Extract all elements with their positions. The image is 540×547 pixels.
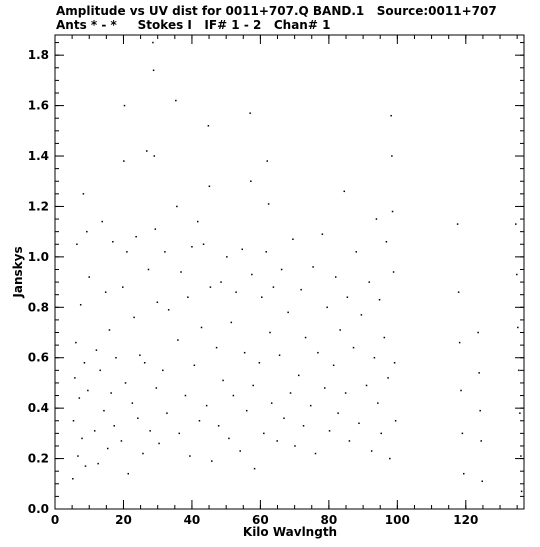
data-point	[326, 307, 328, 309]
data-point	[175, 100, 177, 102]
data-point	[153, 70, 155, 72]
data-point	[220, 281, 222, 283]
y-tick-label: 1.6	[27, 98, 49, 113]
data-point	[180, 271, 182, 273]
data-point	[191, 246, 193, 248]
data-point	[162, 370, 164, 372]
data-point	[168, 309, 170, 311]
data-point	[135, 236, 137, 238]
data-point	[353, 347, 355, 349]
data-point	[300, 289, 302, 291]
data-point	[155, 228, 157, 230]
data-point	[394, 362, 396, 364]
data-point	[84, 362, 86, 364]
data-point	[276, 440, 278, 442]
data-point	[208, 125, 210, 127]
data-point	[329, 430, 331, 432]
data-point	[226, 256, 228, 258]
y-tick-label: 1.4	[27, 149, 49, 164]
data-point	[521, 491, 523, 493]
data-point	[517, 327, 519, 329]
data-point	[268, 203, 270, 205]
x-tick-label: 0	[50, 513, 60, 527]
data-point	[157, 302, 159, 304]
y-axis-label: Janskys	[11, 246, 25, 298]
data-point	[389, 458, 391, 460]
data-point	[194, 365, 196, 367]
data-point	[137, 417, 139, 419]
data-point	[479, 410, 481, 412]
data-point	[128, 473, 130, 475]
data-point	[210, 286, 212, 288]
data-point	[345, 392, 347, 394]
data-point	[379, 299, 381, 301]
data-point	[339, 329, 341, 331]
data-point	[79, 397, 81, 399]
data-point	[520, 455, 522, 457]
data-point	[460, 390, 462, 392]
data-point	[395, 420, 397, 422]
data-point	[123, 160, 125, 162]
data-point	[249, 112, 251, 114]
data-point	[250, 180, 252, 182]
data-point	[294, 445, 296, 447]
data-point	[148, 269, 150, 271]
y-tick-label: 1.2	[27, 199, 49, 214]
data-point	[290, 392, 292, 394]
data-point	[115, 357, 117, 359]
data-point	[344, 191, 346, 193]
data-point	[96, 349, 98, 351]
x-tick-label: 40	[183, 513, 201, 527]
data-point	[273, 286, 275, 288]
data-point	[125, 382, 127, 384]
data-point	[146, 150, 148, 152]
data-point	[101, 221, 103, 223]
data-point	[154, 155, 156, 157]
data-point	[271, 402, 273, 404]
axis-tick-labels	[28, 48, 479, 527]
data-point	[381, 433, 383, 435]
data-point	[81, 438, 83, 440]
data-point	[72, 478, 74, 480]
data-point	[203, 244, 205, 246]
data-point	[121, 440, 123, 442]
data-point	[88, 276, 90, 278]
data-point	[218, 425, 220, 427]
data-point	[292, 238, 294, 240]
data-points	[72, 42, 522, 492]
data-point	[239, 450, 241, 452]
data-point	[376, 218, 378, 220]
data-point	[519, 412, 521, 414]
data-point	[254, 468, 256, 470]
data-point	[374, 357, 376, 359]
data-point	[287, 312, 289, 314]
data-point	[267, 160, 269, 162]
data-point	[99, 370, 101, 372]
y-tick-label: 0.6	[27, 350, 49, 365]
data-point	[315, 453, 317, 455]
data-point	[347, 296, 349, 298]
data-point	[74, 377, 76, 379]
data-point	[206, 405, 208, 407]
data-point	[377, 402, 379, 404]
data-point	[244, 352, 246, 354]
data-point	[259, 362, 261, 364]
data-point	[390, 115, 392, 117]
data-point	[144, 362, 146, 364]
data-point	[94, 430, 96, 432]
data-point	[371, 450, 373, 452]
data-point	[113, 425, 115, 427]
data-point	[211, 460, 213, 462]
data-point	[303, 425, 305, 427]
data-point	[312, 266, 314, 268]
data-point	[242, 249, 244, 251]
data-point	[361, 314, 363, 316]
data-point	[85, 465, 87, 467]
data-point	[356, 251, 358, 253]
data-point	[387, 377, 389, 379]
x-tick-label: 60	[252, 513, 269, 527]
data-point	[231, 322, 233, 324]
data-point	[83, 193, 85, 195]
data-point	[283, 417, 285, 419]
data-point	[187, 296, 189, 298]
data-point	[518, 370, 520, 372]
data-point	[386, 241, 388, 243]
data-point	[103, 410, 105, 412]
data-point	[149, 430, 151, 432]
data-point	[216, 347, 218, 349]
data-point	[457, 223, 459, 225]
data-point	[246, 410, 248, 412]
data-point	[176, 206, 178, 208]
data-point	[322, 233, 324, 235]
data-point	[197, 221, 199, 223]
data-point	[279, 354, 281, 356]
y-tick-label: 0.8	[27, 300, 49, 315]
data-point	[324, 387, 326, 389]
data-point	[358, 423, 360, 425]
data-point	[222, 380, 224, 382]
data-point	[201, 327, 203, 329]
data-point	[333, 365, 335, 367]
data-point	[80, 304, 82, 306]
data-point	[133, 317, 135, 319]
data-point	[480, 440, 482, 442]
data-point	[349, 440, 351, 442]
chart-title-line-1: Amplitude vs UV dist for 0011+707.Q BAND.1 Source:0011+707	[56, 4, 497, 18]
data-point	[166, 412, 168, 414]
data-point	[97, 463, 99, 465]
data-point	[458, 291, 460, 293]
data-point	[110, 392, 112, 394]
data-point	[459, 342, 461, 344]
data-point	[75, 342, 77, 344]
data-point	[251, 274, 253, 276]
data-point	[481, 481, 483, 483]
data-point	[142, 453, 144, 455]
data-point	[269, 332, 271, 334]
plot-frame	[55, 35, 524, 509]
data-point	[335, 276, 337, 278]
data-point	[158, 443, 160, 445]
data-point	[463, 473, 465, 475]
data-point	[515, 223, 517, 225]
data-point	[263, 433, 265, 435]
y-tick-label: 0.2	[27, 451, 49, 466]
data-point	[337, 412, 339, 414]
x-tick-label: 80	[320, 513, 338, 527]
data-point	[384, 337, 386, 339]
data-point	[122, 286, 124, 288]
y-tick-label: 0.0	[27, 502, 49, 516]
data-point	[265, 251, 267, 253]
data-point	[109, 329, 111, 331]
data-point	[478, 372, 480, 374]
data-point	[199, 420, 201, 422]
data-point	[462, 433, 464, 435]
y-tick-label: 1.8	[27, 48, 49, 63]
data-point	[369, 281, 371, 283]
data-point	[209, 186, 211, 188]
data-point	[156, 387, 158, 389]
data-point	[107, 448, 109, 450]
data-point	[228, 438, 230, 440]
data-point	[86, 231, 88, 233]
data-point	[392, 211, 394, 213]
data-point	[305, 337, 307, 339]
data-point	[391, 155, 393, 157]
data-point	[126, 251, 128, 253]
chart-title-line-2: Ants * - * Stokes I IF# 1 - 2 Chan# 1	[56, 18, 331, 32]
data-point	[393, 271, 395, 273]
data-point	[87, 390, 89, 392]
data-point	[281, 269, 283, 271]
data-point	[261, 296, 263, 298]
data-point	[298, 375, 300, 377]
data-point	[152, 42, 154, 44]
data-point	[477, 332, 479, 334]
x-tick-label: 20	[115, 513, 132, 527]
data-point	[310, 405, 312, 407]
data-point	[73, 420, 75, 422]
data-point	[76, 244, 78, 246]
data-point	[317, 352, 319, 354]
data-point	[77, 455, 79, 457]
data-point	[516, 274, 518, 276]
axis-ticks	[55, 35, 524, 509]
y-tick-label: 0.4	[27, 401, 49, 416]
data-point	[139, 354, 141, 356]
data-point	[164, 251, 166, 253]
y-tick-label: 1.0	[27, 249, 49, 264]
x-tick-label: 120	[453, 513, 479, 527]
data-point	[189, 455, 191, 457]
data-point	[112, 241, 114, 243]
data-point	[233, 395, 235, 397]
data-point	[177, 339, 179, 341]
data-point	[105, 291, 107, 293]
data-point	[252, 385, 254, 387]
x-tick-label: 100	[384, 513, 410, 527]
data-point	[179, 433, 181, 435]
data-point	[132, 402, 134, 404]
data-point	[366, 385, 368, 387]
data-point	[235, 291, 237, 293]
data-point	[124, 105, 126, 107]
x-axis-label: Kilo Wavlngth	[242, 525, 338, 539]
data-point	[185, 395, 187, 397]
